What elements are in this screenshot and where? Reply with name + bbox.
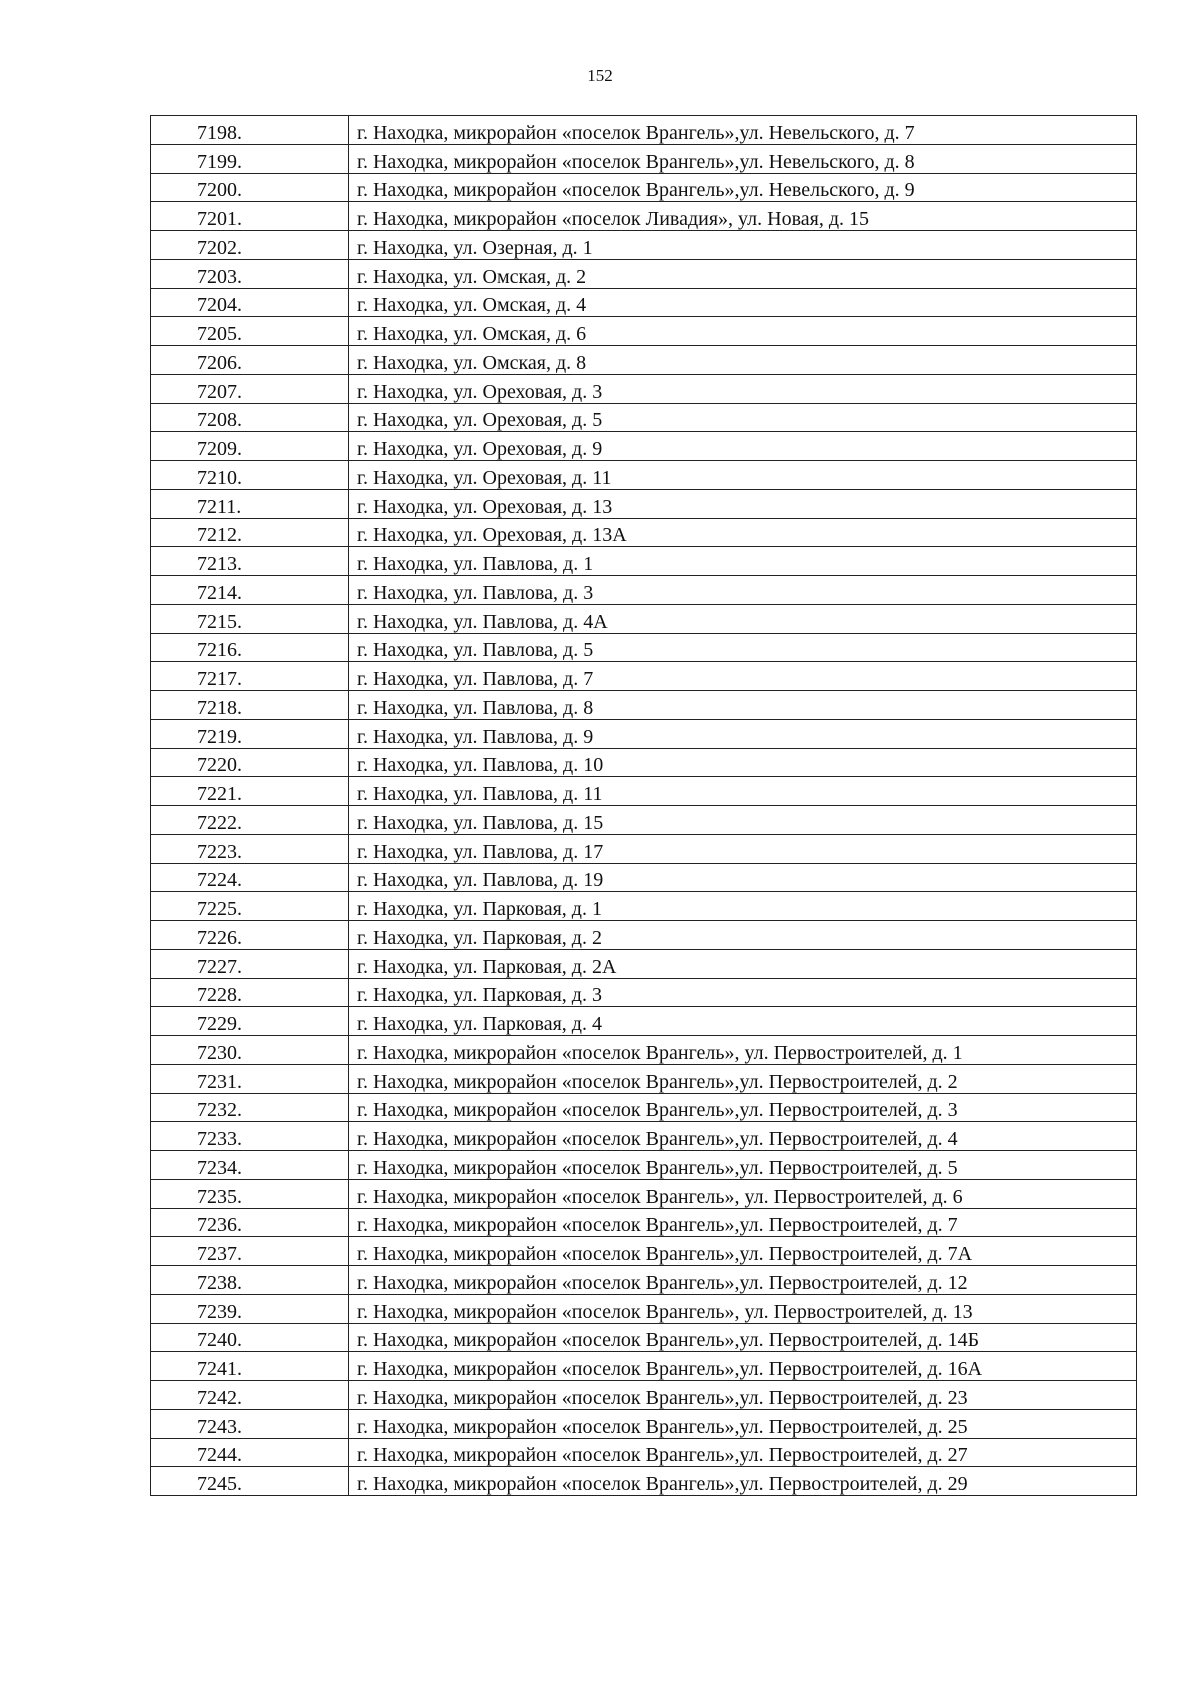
row-number-cell xyxy=(151,1036,349,1065)
address-text: г. Находка, ул. Омская, д. 4 xyxy=(357,294,587,317)
table-row xyxy=(151,1007,1137,1036)
row-number-cell xyxy=(151,1352,349,1381)
address-text: г. Находка, ул. Павлова, д. 15 xyxy=(357,811,604,834)
table-row xyxy=(151,432,1137,461)
row-number: 7239. xyxy=(197,1300,242,1323)
address-cell xyxy=(349,892,1137,921)
row-number-cell xyxy=(151,1122,349,1151)
address-text: г. Находка, ул. Омская, д. 2 xyxy=(357,265,587,288)
address-cell xyxy=(349,691,1137,720)
row-number: 7218. xyxy=(197,696,242,719)
row-number-cell xyxy=(151,748,349,777)
row-number-cell xyxy=(151,1093,349,1122)
table-row xyxy=(151,489,1137,518)
row-number: 7224. xyxy=(197,869,242,892)
row-number-cell xyxy=(151,432,349,461)
row-number-cell xyxy=(151,231,349,260)
row-number-cell xyxy=(151,518,349,547)
address-text: г. Находка, ул. Павлова, д. 17 xyxy=(357,840,604,863)
address-cell xyxy=(349,1352,1137,1381)
row-number: 7199. xyxy=(197,150,242,173)
row-number-cell xyxy=(151,1007,349,1036)
address-text: г. Находка, ул. Парковая, д. 1 xyxy=(357,898,602,920)
address-text: г. Находка, микрорайон «поселок Врангель»,ул. Невельского, д. 9 xyxy=(357,179,915,202)
row-number: 7213. xyxy=(197,553,242,575)
address-cell xyxy=(349,1122,1137,1151)
address-cell xyxy=(349,432,1137,461)
row-number: 7200. xyxy=(197,179,242,202)
table-row xyxy=(151,259,1137,288)
address-text: г. Находка, ул. Павлова, д. 4А xyxy=(357,610,608,633)
row-number-cell xyxy=(151,1381,349,1410)
table-row xyxy=(151,719,1137,748)
table-row xyxy=(151,892,1137,921)
row-number-cell xyxy=(151,604,349,633)
row-number: 7230. xyxy=(197,1041,242,1064)
address-cell xyxy=(349,403,1137,432)
address-cell xyxy=(349,1208,1137,1237)
address-text: г. Находка, ул. Парковая, д. 3 xyxy=(357,984,602,1007)
row-number-cell xyxy=(151,1467,349,1496)
address-text: г. Находка, микрорайон «поселок Врангель»,ул. Первостроителей, д. 27 xyxy=(357,1444,968,1467)
table-row xyxy=(151,806,1137,835)
address-text: г. Находка, ул. Павлова, д. 10 xyxy=(357,754,604,777)
address-text: г. Находка, ул. Озерная, д. 1 xyxy=(357,236,593,259)
address-text: г. Находка, ул. Ореховая, д. 3 xyxy=(357,380,603,403)
address-cell xyxy=(349,374,1137,403)
row-number: 7223. xyxy=(197,840,242,863)
address-cell xyxy=(349,576,1137,605)
address-cell xyxy=(349,461,1137,490)
address-text: г. Находка, ул. Павлова, д. 5 xyxy=(357,639,594,662)
row-number: 7228. xyxy=(197,984,242,1007)
address-cell xyxy=(349,863,1137,892)
address-text: г. Находка, микрорайон «поселок Врангель»,ул. Первостроителей, д. 14Б xyxy=(357,1329,980,1352)
address-cell xyxy=(349,748,1137,777)
row-number: 7225. xyxy=(197,898,242,920)
address-cell xyxy=(349,547,1137,576)
address-text: г. Находка, ул. Ореховая, д. 13 xyxy=(357,495,613,518)
address-text: г. Находка, ул. Ореховая, д. 5 xyxy=(357,409,603,432)
row-number-cell xyxy=(151,173,349,202)
address-cell xyxy=(349,1323,1137,1352)
row-number-cell xyxy=(151,259,349,288)
row-number: 7202. xyxy=(197,236,242,259)
address-text: г. Находка, микрорайон «поселок Врангель»,ул. Первостроителей, д. 12 xyxy=(357,1271,968,1294)
row-number: 7240. xyxy=(197,1329,242,1352)
row-number: 7203. xyxy=(197,265,242,288)
row-number: 7216. xyxy=(197,639,242,662)
table-row xyxy=(151,1093,1137,1122)
table-row xyxy=(151,691,1137,720)
row-number-cell xyxy=(151,1208,349,1237)
row-number-cell xyxy=(151,863,349,892)
address-text: г. Находка, ул. Павлова, д. 1 xyxy=(357,553,594,575)
address-cell xyxy=(349,116,1137,145)
table-row xyxy=(151,116,1137,145)
address-text: г. Находка, микрорайон «поселок Врангель», ул. Первостроителей, д. 6 xyxy=(357,1185,963,1208)
address-cell xyxy=(349,1266,1137,1295)
address-cell xyxy=(349,1007,1137,1036)
table-row xyxy=(151,317,1137,346)
address-cell xyxy=(349,202,1137,231)
address-table-body xyxy=(151,116,1137,1496)
address-text: г. Находка, микрорайон «поселок Врангель»,ул. Первостроителей, д. 5 xyxy=(357,1156,958,1179)
address-text: г. Находка, микрорайон «поселок Врангель»,ул. Первостроителей, д. 29 xyxy=(357,1473,968,1495)
address-cell xyxy=(349,231,1137,260)
address-cell xyxy=(349,1151,1137,1180)
table-row xyxy=(151,374,1137,403)
table-row xyxy=(151,1237,1137,1266)
address-text: г. Находка, ул. Парковая, д. 2 xyxy=(357,926,602,949)
address-table xyxy=(150,115,1137,1496)
row-number: 7209. xyxy=(197,438,242,460)
row-number: 7231. xyxy=(197,1070,242,1093)
row-number: 7205. xyxy=(197,323,242,345)
row-number: 7210. xyxy=(197,466,242,489)
row-number-cell xyxy=(151,921,349,950)
address-cell xyxy=(349,1064,1137,1093)
row-number-cell xyxy=(151,1064,349,1093)
table-row xyxy=(151,949,1137,978)
address-text: г. Находка, микрорайон «поселок Врангель»,ул. Первостроителей, д. 4 xyxy=(357,1128,958,1150)
address-text: г. Находка, ул. Павлова, д. 9 xyxy=(357,725,594,748)
address-cell xyxy=(349,1409,1137,1438)
row-number: 7212. xyxy=(197,524,242,547)
address-cell xyxy=(349,518,1137,547)
address-cell xyxy=(349,1237,1137,1266)
row-number-cell xyxy=(151,144,349,173)
row-number: 7226. xyxy=(197,926,242,949)
table-row xyxy=(151,921,1137,950)
row-number-cell xyxy=(151,1409,349,1438)
row-number: 7232. xyxy=(197,1099,242,1122)
row-number-cell xyxy=(151,691,349,720)
row-number: 7245. xyxy=(197,1473,242,1495)
row-number: 7233. xyxy=(197,1128,242,1150)
table-row xyxy=(151,461,1137,490)
row-number-cell xyxy=(151,777,349,806)
address-text: г. Находка, ул. Павлова, д. 19 xyxy=(357,869,604,892)
address-cell xyxy=(349,1179,1137,1208)
row-number: 7236. xyxy=(197,1214,242,1237)
address-text: г. Находка, ул. Парковая, д. 4 xyxy=(357,1013,602,1035)
row-number-cell xyxy=(151,1237,349,1266)
table-row xyxy=(151,1381,1137,1410)
address-text: г. Находка, ул. Павлова, д. 8 xyxy=(357,696,594,719)
table-row xyxy=(151,1438,1137,1467)
row-number: 7238. xyxy=(197,1271,242,1294)
address-cell xyxy=(349,1093,1137,1122)
row-number-cell xyxy=(151,834,349,863)
row-number: 7214. xyxy=(197,581,242,604)
table-row xyxy=(151,863,1137,892)
row-number: 7235. xyxy=(197,1185,242,1208)
table-row xyxy=(151,346,1137,375)
table-row xyxy=(151,633,1137,662)
table-row xyxy=(151,662,1137,691)
row-number: 7206. xyxy=(197,351,242,374)
row-number-cell xyxy=(151,892,349,921)
address-cell xyxy=(349,604,1137,633)
address-text: г. Находка, микрорайон «поселок Врангель»,ул. Первостроителей, д. 2 xyxy=(357,1070,958,1093)
table-row xyxy=(151,547,1137,576)
address-cell xyxy=(349,1467,1137,1496)
address-text: г. Находка, микрорайон «поселок Врангель»,ул. Первостроителей, д. 7А xyxy=(357,1243,973,1265)
row-number-cell xyxy=(151,806,349,835)
row-number: 7222. xyxy=(197,811,242,834)
table-row xyxy=(151,1409,1137,1438)
address-text: г. Находка, микрорайон «поселок Врангель»,ул. Первостроителей, д. 3 xyxy=(357,1099,958,1122)
row-number: 7204. xyxy=(197,294,242,317)
address-cell xyxy=(349,288,1137,317)
table-row xyxy=(151,518,1137,547)
address-cell xyxy=(349,1438,1137,1467)
row-number-cell xyxy=(151,949,349,978)
row-number: 7242. xyxy=(197,1386,242,1409)
row-number: 7208. xyxy=(197,409,242,432)
table-row xyxy=(151,834,1137,863)
table-row xyxy=(151,1151,1137,1180)
address-cell xyxy=(349,719,1137,748)
address-cell xyxy=(349,949,1137,978)
table-row xyxy=(151,403,1137,432)
row-number: 7220. xyxy=(197,754,242,777)
row-number-cell xyxy=(151,1294,349,1323)
address-text: г. Находка, ул. Павлова, д. 3 xyxy=(357,581,594,604)
address-cell xyxy=(349,489,1137,518)
row-number-cell xyxy=(151,489,349,518)
row-number: 7217. xyxy=(197,668,242,690)
row-number: 7244. xyxy=(197,1444,242,1467)
address-cell xyxy=(349,1036,1137,1065)
row-number: 7211. xyxy=(197,495,242,518)
table-row xyxy=(151,1179,1137,1208)
row-number: 7215. xyxy=(197,610,242,633)
address-text: г. Находка, микрорайон «поселок Врангель»,ул. Первостроителей, д. 7 xyxy=(357,1214,958,1237)
table-row xyxy=(151,1467,1137,1496)
address-cell xyxy=(349,806,1137,835)
row-number-cell xyxy=(151,346,349,375)
address-text: г. Находка, микрорайон «поселок Врангель»,ул. Невельского, д. 8 xyxy=(357,150,915,173)
address-text: г. Находка, ул. Павлова, д. 7 xyxy=(357,668,594,690)
address-text: г. Находка, микрорайон «поселок Врангель»,ул. Первостроителей, д. 16А xyxy=(357,1358,983,1380)
table-row xyxy=(151,748,1137,777)
table-row xyxy=(151,288,1137,317)
table-row xyxy=(151,1294,1137,1323)
row-number-cell xyxy=(151,461,349,490)
row-number-cell xyxy=(151,1323,349,1352)
table-row xyxy=(151,173,1137,202)
row-number: 7241. xyxy=(197,1358,242,1380)
address-text: г. Находка, микрорайон «поселок Врангель», ул. Первостроителей, д. 1 xyxy=(357,1041,963,1064)
page-number: 152 xyxy=(587,66,613,85)
row-number-cell xyxy=(151,317,349,346)
row-number: 7237. xyxy=(197,1243,242,1265)
row-number-cell xyxy=(151,1179,349,1208)
address-text: г. Находка, ул. Ореховая, д. 13А xyxy=(357,524,627,547)
table-row xyxy=(151,1122,1137,1151)
address-cell xyxy=(349,173,1137,202)
row-number-cell xyxy=(151,1438,349,1467)
address-cell xyxy=(349,633,1137,662)
row-number: 7207. xyxy=(197,380,242,403)
table-row xyxy=(151,231,1137,260)
table-row xyxy=(151,576,1137,605)
table-row xyxy=(151,777,1137,806)
row-number: 7219. xyxy=(197,725,242,748)
row-number-cell xyxy=(151,1151,349,1180)
address-cell xyxy=(349,1381,1137,1410)
address-text: г. Находка, ул. Ореховая, д. 9 xyxy=(357,438,603,460)
row-number: 7221. xyxy=(197,783,242,805)
address-cell xyxy=(349,144,1137,173)
table-row xyxy=(151,1208,1137,1237)
table-row xyxy=(151,1266,1137,1295)
address-text: г. Находка, микрорайон «поселок Врангель»,ул. Первостроителей, д. 25 xyxy=(357,1415,968,1438)
address-cell xyxy=(349,662,1137,691)
row-number-cell xyxy=(151,202,349,231)
table-row xyxy=(151,1036,1137,1065)
address-text: г. Находка, микрорайон «поселок Врангель»,ул. Невельского, д. 7 xyxy=(357,121,915,144)
row-number-cell xyxy=(151,288,349,317)
row-number: 7227. xyxy=(197,955,242,978)
row-number-cell xyxy=(151,403,349,432)
row-number-cell xyxy=(151,576,349,605)
address-cell xyxy=(349,777,1137,806)
address-cell xyxy=(349,834,1137,863)
address-text: г. Находка, ул. Омская, д. 6 xyxy=(357,323,587,345)
address-text: г. Находка, ул. Парковая, д. 2А xyxy=(357,955,617,978)
row-number-cell xyxy=(151,662,349,691)
table-row xyxy=(151,144,1137,173)
table-row xyxy=(151,604,1137,633)
row-number: 7234. xyxy=(197,1156,242,1179)
table-row xyxy=(151,202,1137,231)
address-cell xyxy=(349,317,1137,346)
address-text: г. Находка, микрорайон «поселок Ливадия», ул. Новая, д. 15 xyxy=(357,208,870,230)
address-cell xyxy=(349,346,1137,375)
table-row xyxy=(151,978,1137,1007)
row-number-cell xyxy=(151,719,349,748)
address-text: г. Находка, микрорайон «поселок Врангель»,ул. Первостроителей, д. 23 xyxy=(357,1386,968,1409)
row-number: 7201. xyxy=(197,208,242,230)
row-number-cell xyxy=(151,547,349,576)
address-text: г. Находка, ул. Омская, д. 8 xyxy=(357,351,587,374)
row-number-cell xyxy=(151,978,349,1007)
row-number: 7243. xyxy=(197,1415,242,1438)
row-number: 7198. xyxy=(197,121,242,144)
table-row xyxy=(151,1064,1137,1093)
address-text: г. Находка, ул. Ореховая, д. 11 xyxy=(357,466,612,489)
row-number-cell xyxy=(151,1266,349,1295)
address-cell xyxy=(349,1294,1137,1323)
row-number-cell xyxy=(151,633,349,662)
address-cell xyxy=(349,921,1137,950)
row-number-cell xyxy=(151,116,349,145)
address-text: г. Находка, микрорайон «поселок Врангель», ул. Первостроителей, д. 13 xyxy=(357,1300,973,1323)
address-cell xyxy=(349,978,1137,1007)
address-text: г. Находка, ул. Павлова, д. 11 xyxy=(357,783,603,805)
table-row xyxy=(151,1352,1137,1381)
table-row xyxy=(151,1323,1137,1352)
row-number-cell xyxy=(151,374,349,403)
address-cell xyxy=(349,259,1137,288)
row-number: 7229. xyxy=(197,1013,242,1035)
